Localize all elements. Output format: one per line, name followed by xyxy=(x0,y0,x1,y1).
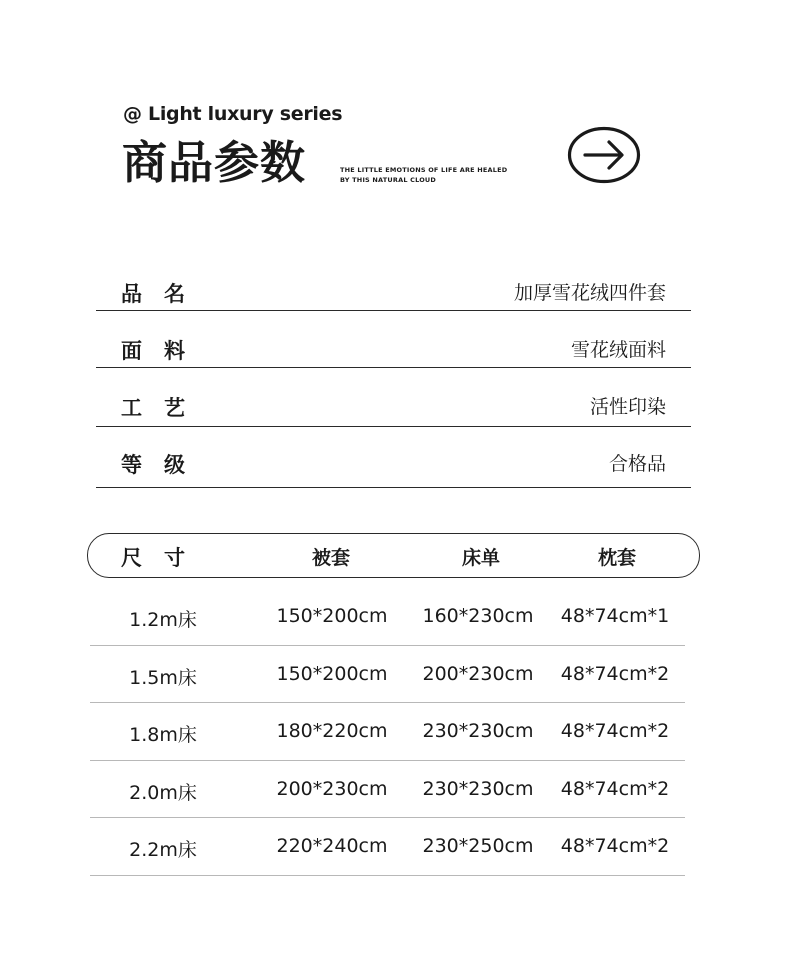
cell-duvet-cover: 200*230cm xyxy=(276,777,388,800)
cell-pillowcase: 48*74cm*2 xyxy=(560,777,670,800)
cell-bed-sheet: 230*230cm xyxy=(422,777,534,800)
page-title: 商品参数 xyxy=(122,136,307,189)
cell-duvet-cover: 150*200cm xyxy=(276,605,388,627)
tagline-line-2: BY THIS NATURAL CLOUD xyxy=(340,176,437,184)
table-row xyxy=(90,761,685,819)
cell-pillowcase: 48*74cm*2 xyxy=(560,662,670,685)
param-row xyxy=(96,427,691,488)
cell-bed-size: 1.5m床 xyxy=(129,666,197,689)
table-row xyxy=(90,703,685,761)
cell-bed-sheet: 230*230cm xyxy=(422,720,534,742)
header-pillowcase: 枕套 xyxy=(598,547,637,569)
product-params xyxy=(96,264,691,488)
table-row xyxy=(90,646,685,704)
param-value: 活性印染 xyxy=(589,396,666,418)
cell-bed-size: 2.0m床 xyxy=(129,781,197,804)
cell-duvet-cover: 180*220cm xyxy=(276,720,388,742)
size-table-header xyxy=(87,533,700,578)
header-duvet-cover: 被套 xyxy=(312,547,351,569)
param-label: 等级 xyxy=(121,453,207,477)
param-value: 加厚雪花绒四件套 xyxy=(513,282,666,304)
header-bed-sheet: 床单 xyxy=(462,547,501,569)
param-value: 合格品 xyxy=(608,453,666,475)
param-row xyxy=(96,368,691,427)
table-row xyxy=(90,588,685,646)
param-label: 面料 xyxy=(121,339,207,363)
cell-bed-size: 1.2m床 xyxy=(129,609,197,631)
arrow-right-icon[interactable] xyxy=(567,126,641,184)
header-size: 尺寸 xyxy=(121,546,207,570)
param-value: 雪花绒面料 xyxy=(570,339,666,361)
cell-duvet-cover: 150*200cm xyxy=(276,662,388,685)
cell-pillowcase: 48*74cm*1 xyxy=(560,605,670,627)
tagline-line-1: THE LITTLE EMOTIONS OF LIFE ARE HEALED xyxy=(340,166,508,174)
tagline xyxy=(340,165,507,185)
cell-bed-sheet: 200*230cm xyxy=(422,662,534,685)
size-table xyxy=(90,588,685,876)
cell-pillowcase: 48*74cm*2 xyxy=(560,835,670,857)
cell-duvet-cover: 220*240cm xyxy=(276,835,388,857)
param-label: 工艺 xyxy=(121,396,207,420)
param-row xyxy=(96,311,691,368)
cell-bed-size: 2.2m床 xyxy=(129,839,197,861)
cell-bed-sheet: 230*250cm xyxy=(422,835,534,857)
cell-bed-size: 1.8m床 xyxy=(129,724,197,746)
param-label: 品名 xyxy=(121,282,207,306)
cell-pillowcase: 48*74cm*2 xyxy=(560,720,670,742)
param-row xyxy=(96,264,691,311)
cell-bed-sheet: 160*230cm xyxy=(422,605,534,627)
table-row xyxy=(90,818,685,876)
series-label: @ Light luxury series xyxy=(123,103,343,125)
